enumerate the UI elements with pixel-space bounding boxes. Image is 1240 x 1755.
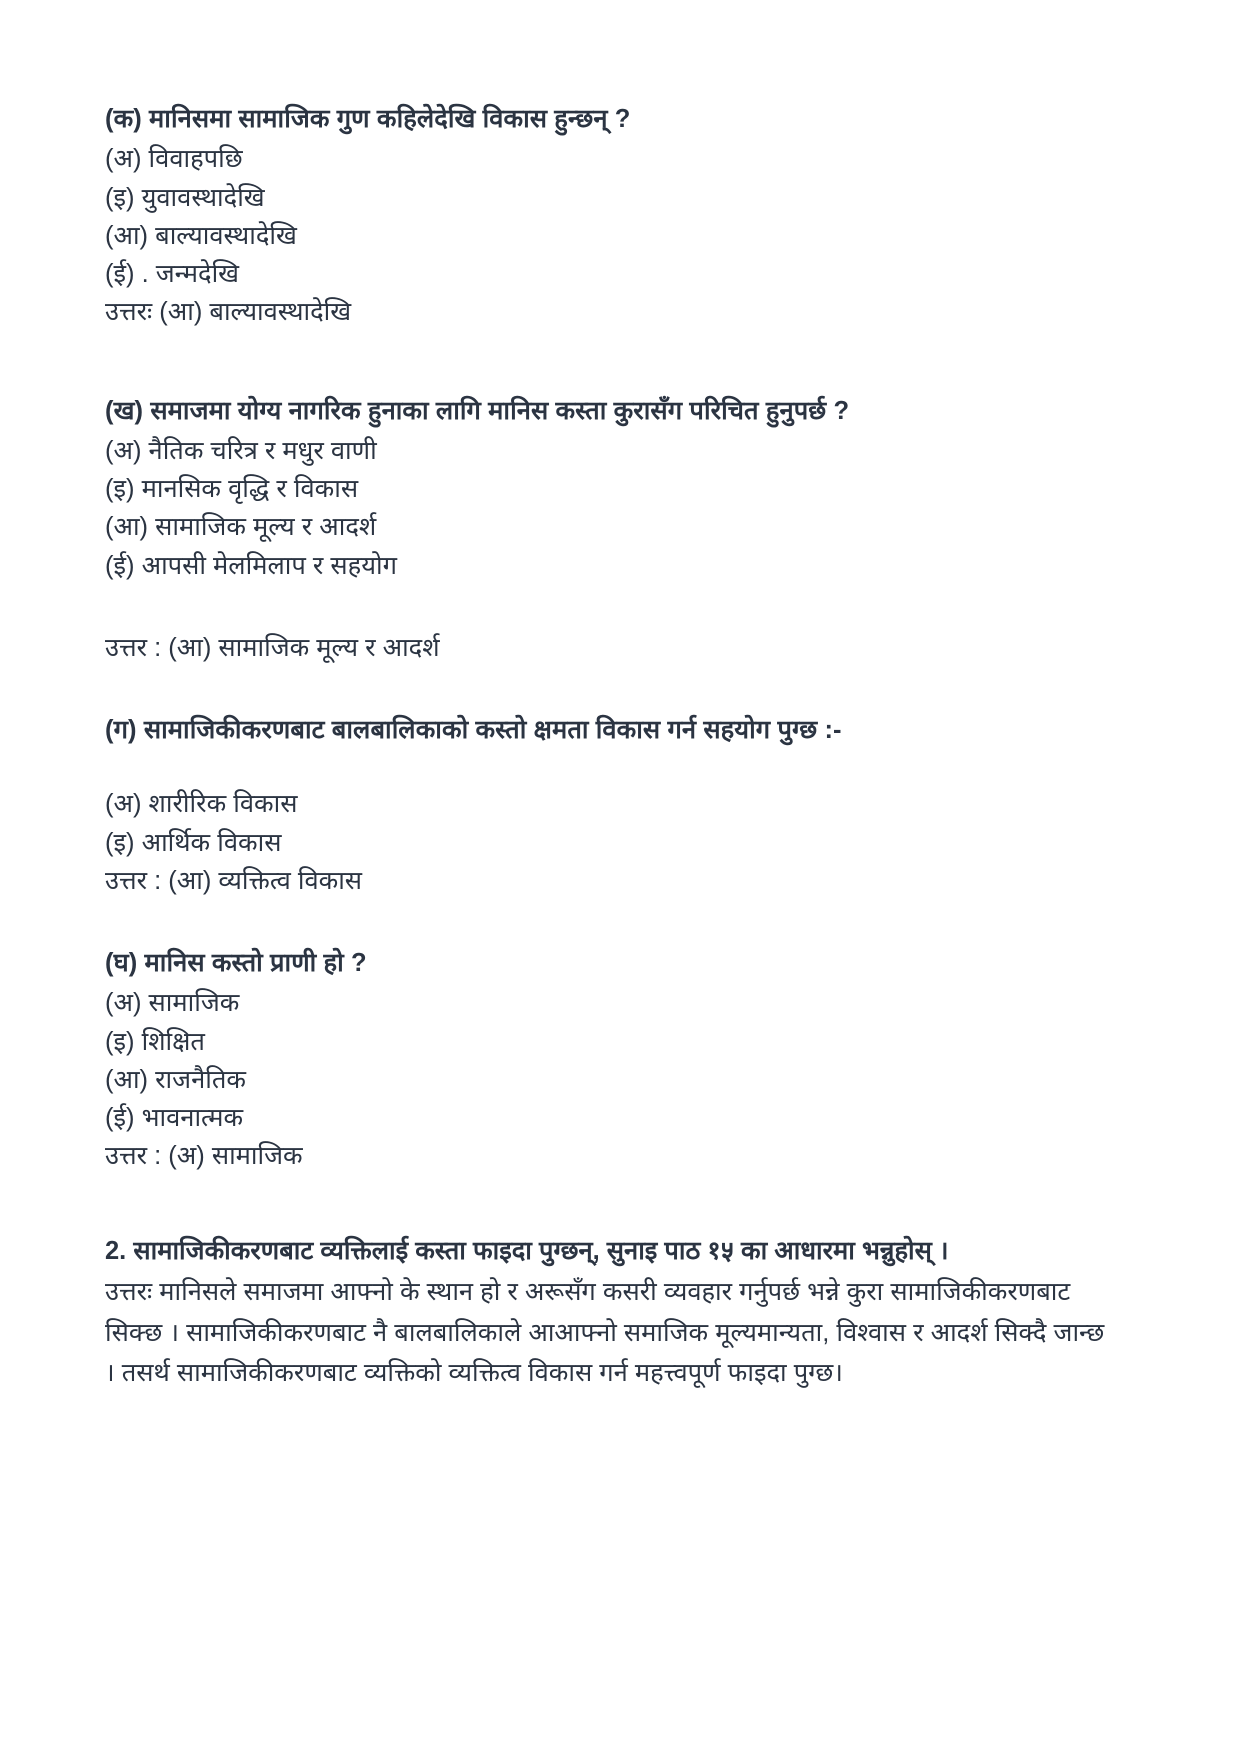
final-question-answer: उत्तरः मानिसले समाजमा आफ्नो के स्थान हो र अरूसँग कसरी व्यवहार गर्नुपर्छ भन्ने कुरा सामाजिकीकरणबाट सिक्छ । सामाजिकीकरणबाट नै बालबालिकाले आआफ्नो समाजिक मूल्यमान्यता, विश्वास र आदर्श सिक्दै जान्छ । तसर्थ सामाजिकीकरणबाट व्यक्तिको व्यक्तित्व विकास गर्न महत्त्वपूर्ण फाइदा पुग्छ। (105, 1277, 1105, 1388)
answer-spacer-kha (105, 585, 1135, 629)
answer-ga: उत्तर : (आ) व्यक्तित्व विकास (105, 866, 363, 895)
document-body (105, 100, 1135, 1394)
option-ka-4: (ई) . जन्मदेखि (105, 260, 240, 288)
final-question-block (105, 1232, 1135, 1395)
option-gha-3: (आ) राजनैतिक (105, 1065, 246, 1094)
option-ka-1: (अ) विवाहपछि (105, 145, 243, 174)
question-title-gha: (घ) मानिस कस्तो प्राणी हो ? (105, 949, 367, 977)
option-kha-3: (आ) सामाजिक मूल्य र आदर्श (105, 513, 377, 542)
question-block-ka (105, 100, 1135, 332)
option-kha-4: (ई) आपसी मेलमिलाप र सहयोग (105, 551, 397, 580)
section-spacer-2 (105, 667, 1135, 711)
option-gha-1: (अ) सामाजिक (105, 989, 240, 1018)
final-question-title: 2. सामाजिकीकरणबाट व्यक्तिलाई कस्ता फाइदा पुग्छन्, सुनाइ पाठ १५ का आधारमा भन्नुहोस् । (105, 1236, 949, 1265)
answer-kha: उत्तर : (आ) सामाजिक मूल्य र आदर्श (105, 633, 440, 662)
option-kha-2: (इ) मानसिक वृद्धि र विकास (105, 475, 359, 503)
option-ka-3: (आ) बाल्यावस्थादेखि (105, 221, 297, 250)
section-spacer-3 (105, 900, 1135, 944)
section-spacer-4 (105, 1176, 1135, 1232)
question-block-kha (105, 392, 1135, 668)
option-ga-2: (इ) आर्थिक विकास (105, 828, 282, 857)
option-ga-1: (अ) शारीरिक विकास (105, 790, 298, 819)
option-gha-2: (इ) शिक्षित (105, 1027, 205, 1056)
answer-gha: उत्तर : (अ) सामाजिक (105, 1142, 303, 1171)
question-block-ga (105, 711, 1135, 900)
question-block-gha (105, 944, 1135, 1176)
question-title-kha: (ख) समाजमा योग्य नागरिक हुनाका लागि मानिस कस्ता कुरासँग परिचित हुनुपर्छ ? (105, 396, 850, 425)
question-title-ka: (क) मानिसमा सामाजिक गुण कहिलेदेखि विकास हुन्छन् ? (105, 105, 631, 133)
option-kha-1: (अ) नैतिक चरित्र र मधुर वाणी (105, 436, 377, 465)
question-title-ga: (ग) सामाजिकीकरणबाट बालबालिकाको कस्तो क्षमता विकास गर्न सहयोग पुग्छ :- (105, 716, 842, 744)
section-spacer-1 (105, 358, 1135, 392)
option-gha-4: (ई) भावनात्मक (105, 1104, 244, 1132)
option-ka-2: (इ) युवावस्थादेखि (105, 183, 265, 212)
answer-ka: उत्तरः (आ) बाल्यावस्थादेखि (105, 298, 352, 327)
options-spacer-ga (105, 751, 1135, 785)
